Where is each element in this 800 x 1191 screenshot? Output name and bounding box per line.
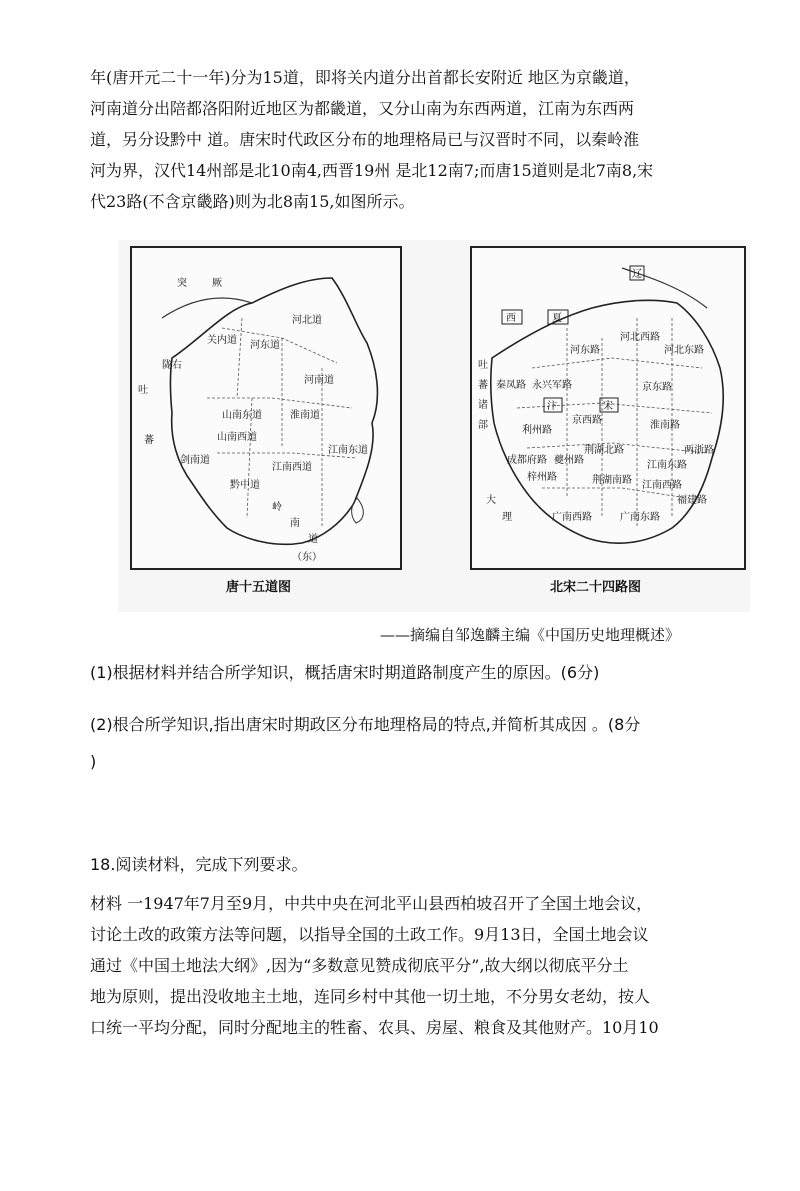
text-line: 代23路(不含京畿路)则为北8南15,如图所示。 — [90, 192, 415, 211]
text-line: 口统一平均分配，同时分配地主的牲畜、农具、房屋、粮食及其他财产。10月10 — [90, 1018, 659, 1037]
song-map-caption: 北宋二十四路图 — [550, 580, 642, 595]
map-label: 梓州路 — [527, 472, 557, 483]
map-label: 夔州路 — [554, 455, 584, 466]
map-label: 诸 — [478, 400, 488, 411]
map-label: 汴 — [547, 401, 557, 412]
map-label: 山南西道 — [217, 432, 257, 443]
map-label: 京西路 — [572, 415, 602, 426]
q18-material — [90, 888, 730, 1043]
map-label: 河东路 — [570, 345, 600, 356]
map-label: 岭 — [272, 502, 282, 513]
map-label: 江南西道 — [272, 462, 312, 473]
map-label: 山南东道 — [222, 410, 262, 421]
text-line: 通过《中国土地法大纲》,因为“多数意见赞成彻底平分”,故大纲以彻底平分土 — [90, 956, 629, 975]
map-label: 辽 — [632, 269, 642, 280]
map-label: 广南东路 — [620, 512, 660, 523]
map-label: 关内道 — [207, 335, 237, 346]
map-label: 吐 — [478, 360, 488, 371]
map-label: 河南道 — [304, 375, 334, 386]
map-label: 蕃 — [478, 380, 488, 391]
maps-figure — [118, 240, 750, 612]
map-label: 荆湖北路 — [584, 445, 624, 456]
map-label: 河北东路 — [664, 345, 704, 356]
question-2: (2)根合所学知识,指出唐宋时期政区分布地理格局的特点,并简析其成因 。(8分 — [90, 715, 641, 734]
map-label: 江南东路 — [647, 460, 687, 471]
text-line: 河南道分出陪都洛阳附近地区为都畿道，又分山南为东西两道，江南为东西两 — [90, 99, 635, 118]
question-1: (1)根据材料并结合所学知识，概括唐宋时期道路制度产生的原因。(6分) — [90, 663, 600, 682]
map-label: 京东路 — [642, 382, 672, 393]
map-label: 大 — [486, 495, 496, 506]
text-line: 讨论土改的政策方法等问题，以指导全国的土政工作。9月13日，全国土地会议 — [90, 925, 649, 944]
map-label: 剑南道 — [180, 455, 210, 466]
map-label: 福建路 — [677, 495, 707, 506]
song-map-drawing — [472, 248, 744, 568]
map-label: 利州路 — [522, 425, 552, 436]
map-label: 宋 — [603, 401, 613, 412]
intro-paragraph — [90, 62, 730, 217]
map-label: 淮南道 — [290, 410, 320, 421]
text-line: 年(唐开元二十一年)分为15道，即将关内道分出首都长安附近 地区为京畿道， — [90, 68, 640, 87]
map-label: 河北西路 — [620, 332, 660, 343]
tang-map — [130, 246, 402, 570]
text-line: 河为界，汉代14州部是北10南4,西晋19州 是北12南7;而唐15道则是北7南8,宋 — [90, 161, 654, 180]
tang-map-caption: 唐十五道图 — [226, 580, 292, 595]
map-label: 突 — [177, 278, 187, 289]
map-label: 广南西路 — [552, 512, 592, 523]
map-label: （东） — [292, 552, 322, 563]
map-label: 厥 — [212, 278, 222, 289]
map-label: 理 — [502, 512, 512, 523]
map-label: 西 — [506, 313, 516, 324]
source-citation: ——摘编自邹逸麟主编《中国历史地理概述》 — [380, 626, 681, 644]
text-line: 材料 一1947年7月至9月，中共中央在河北平山县西柏坡召开了全国土地会议， — [90, 894, 653, 913]
map-label: 黔中道 — [230, 480, 260, 491]
text-line: 道，另分设黔中 道。唐宋时代政区分布的地理格局已与汉晋时不同，以秦岭淮 — [90, 130, 640, 149]
map-label: 江南西路 — [642, 480, 682, 491]
map-label: 吐 — [138, 385, 148, 396]
map-label: 河北道 — [292, 315, 322, 326]
map-label: 永兴军路 — [532, 380, 572, 391]
question-2-continued: ) — [90, 752, 97, 771]
text-line: 地为原则，提出没收地主土地，连同乡村中其他一切土地，不分男女老幼，按人 — [90, 987, 651, 1006]
map-label: 部 — [478, 420, 488, 431]
map-label: 秦凤路 — [496, 380, 526, 391]
map-label: 夏 — [552, 313, 562, 324]
map-label: 江南东道 — [328, 445, 368, 456]
map-label: 荆湖南路 — [592, 475, 632, 486]
map-label: 淮南路 — [650, 420, 680, 431]
map-label: 成都府路 — [507, 455, 547, 466]
song-map — [470, 246, 746, 570]
map-label: 蕃 — [144, 435, 154, 446]
map-label: 两浙路 — [684, 445, 714, 456]
map-label: 南 — [290, 518, 300, 529]
tang-map-drawing — [132, 248, 400, 568]
q18-title: 18.阅读材料，完成下列要求。 — [90, 855, 308, 874]
map-label: 道 — [308, 534, 318, 545]
map-label: 陇右 — [162, 360, 182, 371]
map-label: 河东道 — [250, 340, 280, 351]
